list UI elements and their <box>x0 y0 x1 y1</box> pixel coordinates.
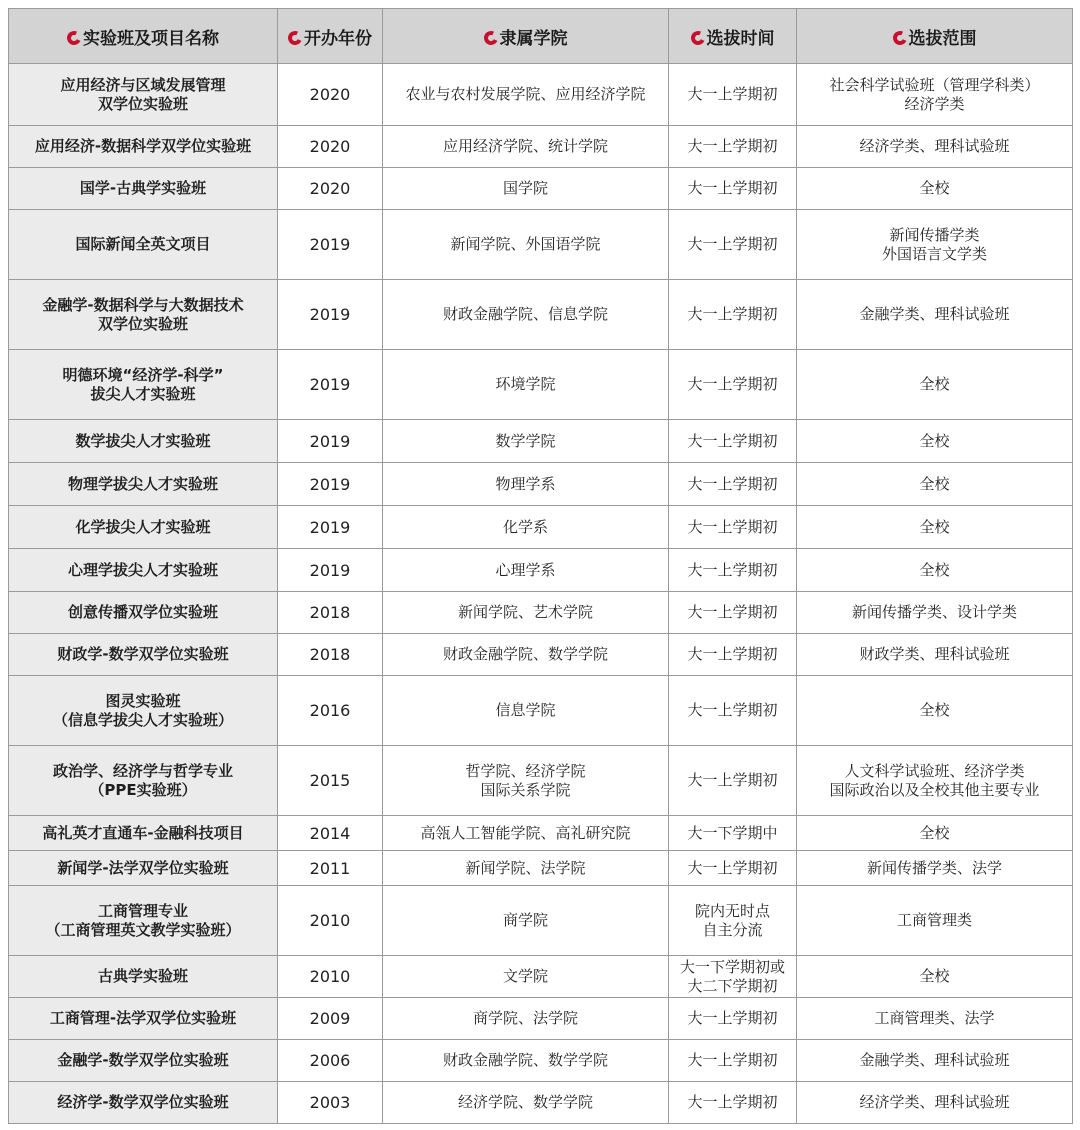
cell-text: 环境学院 <box>495 375 556 393</box>
scope-cell <box>797 592 1073 634</box>
cell-text: 高礼英才直通车-金融科技项目 <box>42 823 244 842</box>
experimental-classes-table <box>8 8 1073 1124</box>
time-cell <box>669 886 797 956</box>
college-cell <box>383 746 669 816</box>
cell-text: 应用经济学院、统计学院 <box>442 137 608 155</box>
cell-text: 大一上学期初 <box>687 179 778 197</box>
table-row <box>9 592 1073 634</box>
cell-text: 大一上学期初 <box>687 305 778 323</box>
cell-text: 明德环境“经济学-科学” <box>62 365 224 384</box>
time-cell <box>669 998 797 1040</box>
scope-cell <box>797 463 1073 506</box>
time-cell <box>669 210 797 280</box>
cell-text: 大一上学期初 <box>687 645 778 663</box>
cell-text: 2019 <box>309 560 351 580</box>
college-cell <box>383 210 669 280</box>
header-name: 实验班及项目名称 <box>9 9 278 64</box>
year-cell <box>278 886 383 956</box>
college-cell <box>383 126 669 168</box>
cell-text: 2019 <box>309 375 351 394</box>
cell-text: 全校 <box>919 431 950 450</box>
cell-text: 大一上学期初 <box>687 1093 778 1111</box>
year-cell <box>278 676 383 746</box>
cell-text: 财政金融学院、数学学院 <box>442 1051 608 1069</box>
cell-text: 大一上学期初 <box>687 858 778 877</box>
year-cell <box>278 998 383 1040</box>
college-cell <box>383 280 669 350</box>
cell-text: 大一上学期初 <box>687 431 778 450</box>
year-cell <box>278 506 383 549</box>
cell-text: 人文科学试验班、经济学类 <box>844 761 1025 780</box>
college-cell <box>383 592 669 634</box>
cell-text: 工商管理-法学双学位实验班 <box>49 1009 237 1027</box>
name-cell <box>9 280 278 350</box>
cell-text: （PPE实验班） <box>89 780 197 799</box>
cell-text: 新闻学院、法学院 <box>465 858 586 877</box>
college-cell <box>383 634 669 676</box>
cell-text: 物理学系 <box>495 474 556 493</box>
cell-text: 2015 <box>309 771 351 790</box>
name-cell <box>9 998 278 1040</box>
cell-text: 大一上学期初 <box>687 771 778 789</box>
name-cell <box>9 746 278 816</box>
header-college: 隶属学院 <box>383 9 669 64</box>
cell-text: 院内无时点 <box>694 901 770 920</box>
cell-text: 大一上学期初 <box>687 603 778 621</box>
time-cell <box>669 506 797 549</box>
cell-text: 财政学类、理科试验班 <box>859 645 1010 663</box>
table-row <box>9 463 1073 506</box>
cell-text: 新闻传播学类 <box>889 225 980 244</box>
year-cell <box>278 126 383 168</box>
scope-cell <box>797 506 1073 549</box>
cell-text: 国际新闻全英文项目 <box>75 235 211 253</box>
time-cell <box>669 592 797 634</box>
cell-text: 应用经济-数据科学双学位实验班 <box>34 137 252 155</box>
table-row <box>9 1040 1073 1082</box>
cell-text: 财政学-数学双学位实验班 <box>57 645 229 663</box>
cell-text: 国际关系学院 <box>480 780 571 799</box>
cell-text: 信息学院 <box>495 701 556 719</box>
college-cell <box>383 816 669 851</box>
time-cell <box>669 549 797 592</box>
cell-text: 工商管理类 <box>896 911 972 929</box>
cell-text: 应用经济与区域发展管理 <box>60 75 226 94</box>
year-cell <box>278 420 383 463</box>
cell-text: 大一上学期初 <box>687 701 778 719</box>
college-cell <box>383 350 669 420</box>
name-cell <box>9 592 278 634</box>
table-row <box>9 420 1073 463</box>
cell-text: 2020 <box>309 137 351 156</box>
header-scope: 选拔范围 <box>797 9 1073 64</box>
cell-text: 2003 <box>309 1093 351 1112</box>
name-cell <box>9 64 278 126</box>
year-cell <box>278 956 383 998</box>
cell-text: 化学拔尖人才实验班 <box>75 517 211 536</box>
scope-cell <box>797 64 1073 126</box>
cell-text: 农业与农村发展学院、应用经济学院 <box>405 85 646 103</box>
table-row <box>9 816 1073 851</box>
cell-text: 财政金融学院、信息学院 <box>442 305 608 323</box>
cell-text: 2018 <box>309 645 351 664</box>
cell-text: 古典学实验班 <box>97 967 188 985</box>
table-row <box>9 886 1073 956</box>
year-cell <box>278 592 383 634</box>
scope-cell <box>797 1040 1073 1082</box>
cell-text: 大一上学期初 <box>687 1051 778 1069</box>
cell-text: 工商管理专业 <box>97 901 188 920</box>
logo-c-icon <box>482 29 500 47</box>
cell-text: 大一下学期中 <box>687 823 778 842</box>
college-cell <box>383 168 669 210</box>
cell-text: 拔尖人才实验班 <box>90 384 196 403</box>
year-cell <box>278 463 383 506</box>
cell-text: 2019 <box>309 235 351 254</box>
cell-text: 2014 <box>309 823 351 843</box>
cell-text: 化学系 <box>502 517 548 536</box>
cell-text: 2019 <box>309 305 351 324</box>
college-cell <box>383 886 669 956</box>
name-cell <box>9 956 278 998</box>
table-row <box>9 210 1073 280</box>
scope-cell <box>797 280 1073 350</box>
college-cell <box>383 998 669 1040</box>
header-time: 选拔时间 <box>669 9 797 64</box>
scope-cell <box>797 420 1073 463</box>
cell-text: 财政金融学院、数学学院 <box>442 645 608 663</box>
college-cell <box>383 1040 669 1082</box>
cell-text: 国学-古典学实验班 <box>79 179 207 197</box>
cell-text: 大一上学期初 <box>687 375 778 393</box>
cell-text: 大一上学期初 <box>687 560 778 579</box>
table-row <box>9 506 1073 549</box>
cell-text: 大一上学期初 <box>687 517 778 536</box>
time-cell <box>669 463 797 506</box>
cell-text: 2019 <box>309 431 351 451</box>
table-row <box>9 549 1073 592</box>
cell-text: 大一上学期初 <box>687 137 778 155</box>
college-cell <box>383 420 669 463</box>
name-cell <box>9 1082 278 1124</box>
cell-text: （工商管理英文教学实验班） <box>45 920 241 939</box>
table-row <box>9 280 1073 350</box>
cell-text: （信息学拔尖人才实验班） <box>52 710 233 729</box>
cell-text: 数学学院 <box>495 431 556 450</box>
time-cell <box>669 126 797 168</box>
cell-text: 社会科学试验班（管理学科类） <box>829 75 1040 94</box>
header-row <box>9 9 1073 64</box>
name-cell <box>9 463 278 506</box>
table-row <box>9 956 1073 998</box>
college-cell <box>383 851 669 886</box>
cell-text: 2018 <box>309 603 351 622</box>
cell-text: 新闻学-法学双学位实验班 <box>57 858 229 877</box>
college-cell <box>383 506 669 549</box>
cell-text: 心理学系 <box>495 560 556 579</box>
cell-text: 经济学院、数学学院 <box>457 1093 593 1111</box>
table-row <box>9 746 1073 816</box>
scope-cell <box>797 851 1073 886</box>
name-cell <box>9 506 278 549</box>
cell-text: 2019 <box>309 517 351 537</box>
name-cell <box>9 420 278 463</box>
cell-text: 高瓴人工智能学院、高礼研究院 <box>420 823 631 842</box>
time-cell <box>669 350 797 420</box>
cell-text: 商学院、法学院 <box>472 1009 578 1027</box>
cell-text: 创意传播双学位实验班 <box>67 603 218 621</box>
cell-text: 心理学拔尖人才实验班 <box>67 560 218 579</box>
cell-text: 数学拔尖人才实验班 <box>75 431 211 450</box>
table-row <box>9 126 1073 168</box>
cell-text: 全校 <box>919 517 950 536</box>
table-container <box>8 8 1072 1124</box>
cell-text: 大一上学期初 <box>687 235 778 253</box>
college-cell <box>383 1082 669 1124</box>
cell-text: 金融学-数据科学与大数据技术 <box>42 295 244 314</box>
cell-text: 外国语言文学类 <box>881 244 987 263</box>
logo-c-icon <box>65 29 83 47</box>
name-cell <box>9 350 278 420</box>
cell-text: 全校 <box>919 375 950 393</box>
name-cell <box>9 676 278 746</box>
table-row <box>9 676 1073 746</box>
table-row <box>9 1082 1073 1124</box>
table-row <box>9 168 1073 210</box>
scope-cell <box>797 1082 1073 1124</box>
time-cell <box>669 816 797 851</box>
college-cell <box>383 64 669 126</box>
name-cell <box>9 1040 278 1082</box>
cell-text: 双学位实验班 <box>97 314 188 333</box>
cell-text: 2010 <box>309 911 351 930</box>
scope-cell <box>797 350 1073 420</box>
college-cell <box>383 956 669 998</box>
name-cell <box>9 126 278 168</box>
time-cell <box>669 280 797 350</box>
table-row <box>9 851 1073 886</box>
time-cell <box>669 746 797 816</box>
time-cell <box>669 420 797 463</box>
year-cell <box>278 746 383 816</box>
logo-c-icon <box>689 29 707 47</box>
cell-text: 经济学-数学双学位实验班 <box>57 1093 229 1111</box>
cell-text: 2009 <box>309 1009 351 1028</box>
name-cell <box>9 816 278 851</box>
scope-cell <box>797 549 1073 592</box>
cell-text: 大一上学期初 <box>687 1009 778 1027</box>
cell-text: 文学院 <box>502 967 548 985</box>
name-cell <box>9 168 278 210</box>
name-cell <box>9 634 278 676</box>
time-cell <box>669 168 797 210</box>
name-cell <box>9 851 278 886</box>
scope-cell <box>797 676 1073 746</box>
year-cell <box>278 549 383 592</box>
college-cell <box>383 463 669 506</box>
year-cell <box>278 280 383 350</box>
cell-text: 2006 <box>309 1051 351 1070</box>
cell-text: 商学院 <box>502 911 548 929</box>
cell-text: 新闻学院、艺术学院 <box>457 603 593 621</box>
year-cell <box>278 1082 383 1124</box>
year-cell <box>278 64 383 126</box>
cell-text: 2010 <box>309 967 351 986</box>
cell-text: 2011 <box>309 858 351 878</box>
cell-text: 经济学类、理科试验班 <box>859 137 1010 155</box>
cell-text: 大二下学期初 <box>687 976 778 995</box>
cell-text: 全校 <box>919 701 950 719</box>
cell-text: 全校 <box>919 179 950 197</box>
year-cell <box>278 210 383 280</box>
cell-text: 大一下学期初或 <box>679 957 785 976</box>
cell-text: 自主分流 <box>702 920 763 939</box>
time-cell <box>669 676 797 746</box>
scope-cell <box>797 998 1073 1040</box>
table-row <box>9 350 1073 420</box>
scope-cell <box>797 746 1073 816</box>
scope-cell <box>797 168 1073 210</box>
table-row <box>9 634 1073 676</box>
time-cell <box>669 1040 797 1082</box>
cell-text: 工商管理类、法学 <box>874 1009 995 1027</box>
cell-text: 新闻学院、外国语学院 <box>450 235 601 253</box>
cell-text: 2020 <box>309 179 351 198</box>
cell-text: 图灵实验班 <box>105 691 181 710</box>
cell-text: 新闻传播学类、设计学类 <box>851 603 1017 621</box>
scope-cell <box>797 210 1073 280</box>
cell-text: 2019 <box>309 474 351 494</box>
college-cell <box>383 676 669 746</box>
time-cell <box>669 956 797 998</box>
cell-text: 大一上学期初 <box>687 85 778 103</box>
cell-text: 全校 <box>919 823 950 842</box>
cell-text: 金融学-数学双学位实验班 <box>57 1051 229 1069</box>
time-cell <box>669 64 797 126</box>
cell-text: 政治学、经济学与哲学专业 <box>52 761 233 780</box>
time-cell <box>669 851 797 886</box>
name-cell <box>9 549 278 592</box>
year-cell <box>278 168 383 210</box>
time-cell <box>669 1082 797 1124</box>
cell-text: 大一上学期初 <box>687 474 778 493</box>
year-cell <box>278 851 383 886</box>
scope-cell <box>797 886 1073 956</box>
year-cell <box>278 816 383 851</box>
cell-text: 哲学院、经济学院 <box>465 761 586 780</box>
name-cell <box>9 886 278 956</box>
cell-text: 经济学类、理科试验班 <box>859 1093 1010 1111</box>
cell-text: 全校 <box>919 967 950 985</box>
cell-text: 全校 <box>919 474 950 493</box>
year-cell <box>278 350 383 420</box>
cell-text: 金融学类、理科试验班 <box>859 1051 1010 1069</box>
college-cell <box>383 549 669 592</box>
scope-cell <box>797 816 1073 851</box>
time-cell <box>669 634 797 676</box>
scope-cell <box>797 956 1073 998</box>
cell-text: 金融学类、理科试验班 <box>859 305 1010 323</box>
year-cell <box>278 634 383 676</box>
header-year: 开办年份 <box>278 9 383 64</box>
table-row <box>9 998 1073 1040</box>
logo-c-icon <box>891 29 909 47</box>
cell-text: 2016 <box>309 701 351 720</box>
cell-text: 全校 <box>919 560 950 579</box>
year-cell <box>278 1040 383 1082</box>
cell-text: 经济学类 <box>904 94 965 113</box>
cell-text: 国际政治以及全校其他主要专业 <box>829 780 1040 799</box>
logo-c-icon <box>286 29 304 47</box>
scope-cell <box>797 126 1073 168</box>
cell-text: 新闻传播学类、法学 <box>866 858 1002 877</box>
cell-text: 国学院 <box>502 179 548 197</box>
table-row <box>9 64 1073 126</box>
cell-text: 物理学拔尖人才实验班 <box>67 474 218 493</box>
table-body <box>9 64 1073 1124</box>
scope-cell <box>797 634 1073 676</box>
cell-text: 双学位实验班 <box>97 94 188 113</box>
cell-text: 2020 <box>309 85 351 104</box>
name-cell <box>9 210 278 280</box>
